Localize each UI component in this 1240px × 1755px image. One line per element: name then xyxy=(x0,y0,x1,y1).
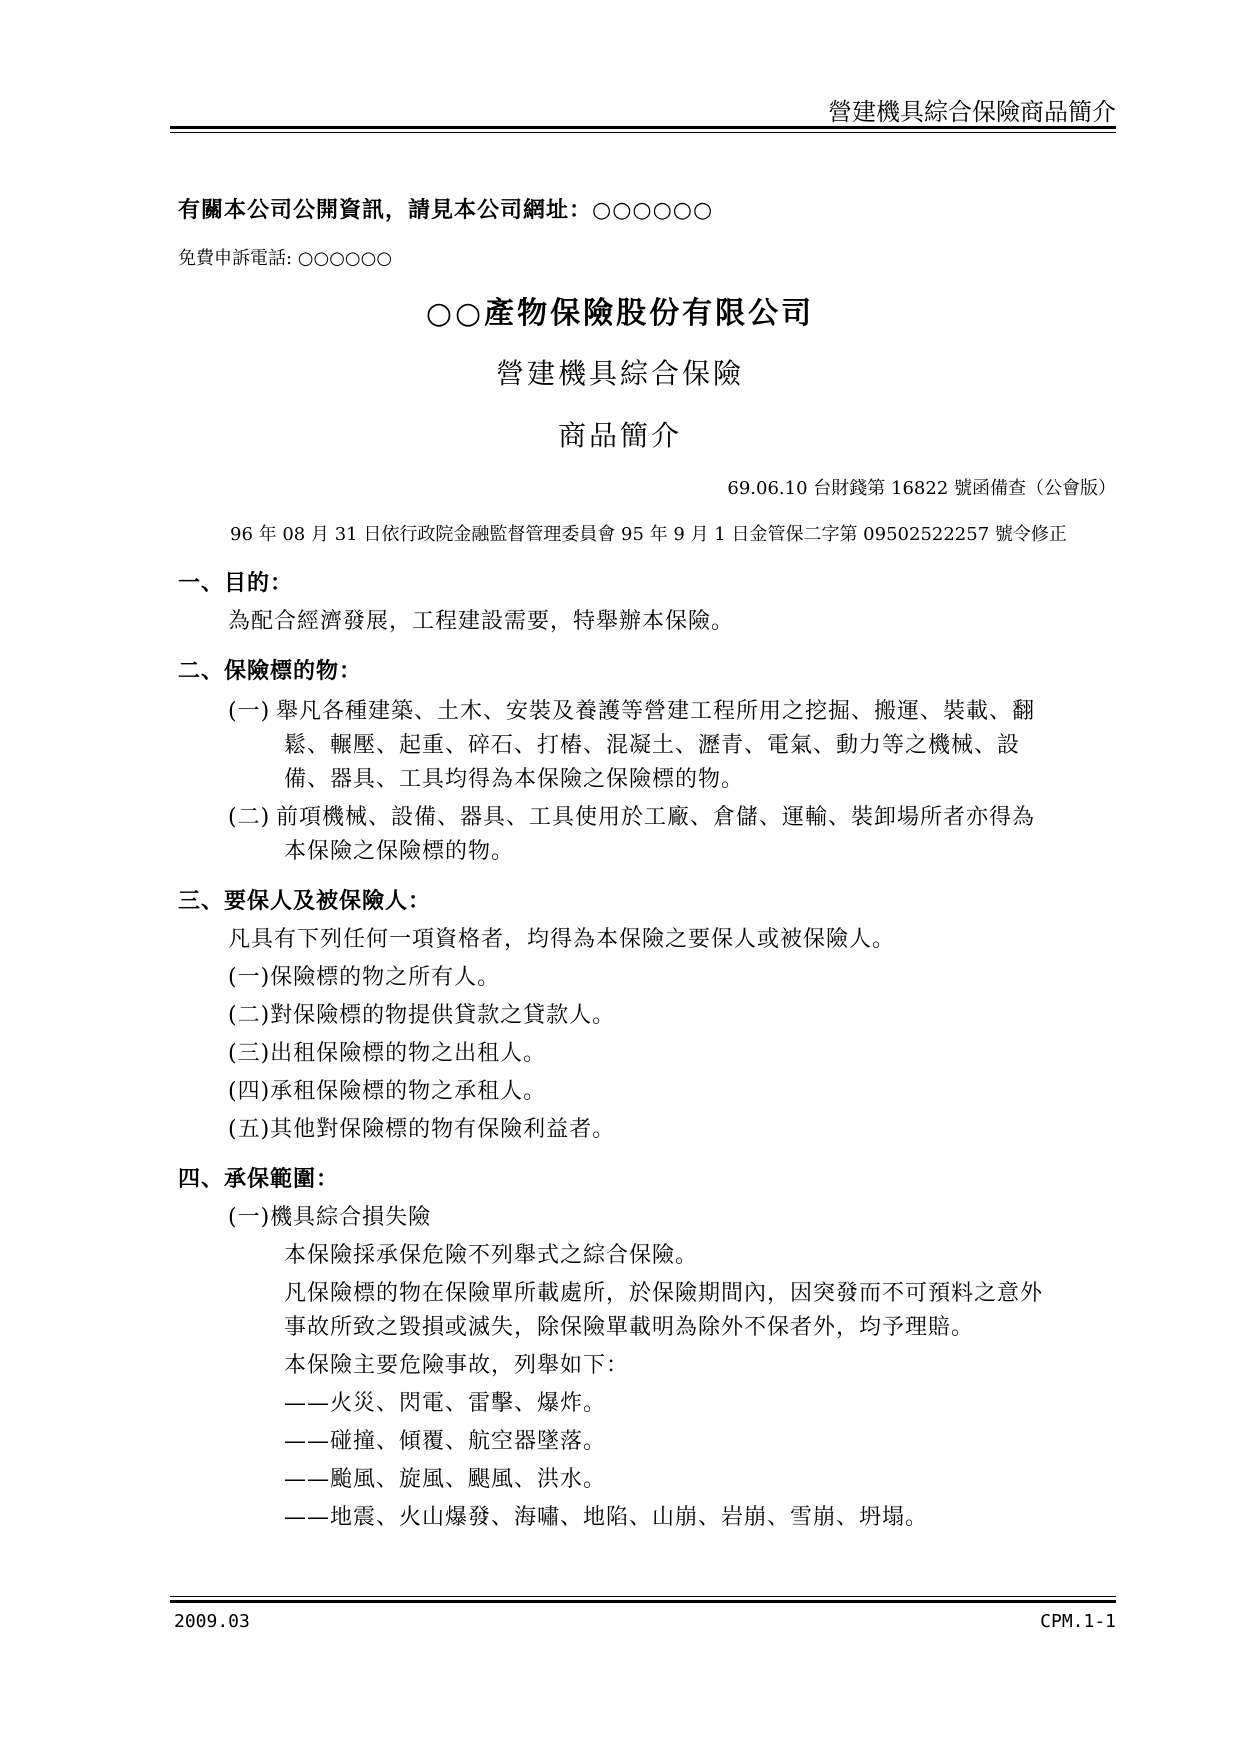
complaint-phone: 免費申訴電話: ○○○○○○ xyxy=(178,248,393,269)
section-3-item: (四)承租保險標的物之承租人。 xyxy=(228,1079,547,1104)
footer-rule-thick xyxy=(170,1600,1116,1603)
company-name: ○○產物保險股份有限公司 xyxy=(425,296,815,331)
section-1-body: 為配合經濟發展，工程建設需要，特舉辦本保險。 xyxy=(228,609,735,634)
section-3-intro: 凡具有下列任何一項資格者，均得為本保險之要保人或被保險人。 xyxy=(228,927,896,952)
section-2-item-1-line-2: 鬆、輾壓、起重、碎石、打樁、混凝土、瀝青、電氣、動力等之機械、設 xyxy=(284,733,1021,758)
header-rule-thick xyxy=(170,126,1116,129)
section-4-subheading: (一)機具綜合損失險 xyxy=(228,1205,432,1230)
header-rule-thin xyxy=(170,132,1116,133)
revision-reference: 96 年 08 月 31 日依行政院金融監督管理委員會 95 年 9 月 1 日金管保二字第 09502522257 號令修正 xyxy=(230,524,1067,545)
header-title: 營建機具綜合保險商品簡介 xyxy=(828,98,1116,126)
approval-reference: 69.06.10 台財錢第 16822 號函備查（公會版） xyxy=(727,478,1116,499)
product-name: 營建機具綜合保險 xyxy=(495,357,744,390)
section-3-item: (一)保險標的物之所有人。 xyxy=(228,965,501,990)
section-4-heading: 四、承保範圍： xyxy=(178,1166,340,1192)
section-4-paragraph-2-line-2: 事故所致之毀損或滅失，除保險單載明為除外不保者外，均予理賠。 xyxy=(284,1315,975,1340)
footer-page-number: CPM.1-1 xyxy=(1040,1611,1116,1632)
section-4-paragraph-2-line-1: 凡保險標的物在保險單所載處所，於保險期間內，因突發而不可預料之意外 xyxy=(284,1281,1044,1306)
section-3-item: (三)出租保險標的物之出租人。 xyxy=(228,1041,547,1066)
section-2-item-1-line-1: 舉凡各種建築、土木、安裝及養護等營建工程所用之挖掘、搬運、裝載、翻 xyxy=(276,699,1036,724)
section-3-item: (五)其他對保險標的物有保險利益者。 xyxy=(228,1117,616,1142)
footer-date: 2009.03 xyxy=(174,1611,250,1632)
section-4-paragraph-1: 本保險採承保危險不列舉式之綜合保險。 xyxy=(284,1243,699,1268)
section-4-paragraph-3: 本保險主要危險事故，列舉如下： xyxy=(284,1353,630,1378)
section-3-heading: 三、要保人及被保險人： xyxy=(178,888,432,914)
website-info: 有關本公司公開資訊，請見本公司網址：○○○○○○ xyxy=(178,197,714,223)
footer-rule-thin xyxy=(170,1596,1116,1597)
section-2-item-1-line-3: 備、器具、工具均得為本保險之保險標的物。 xyxy=(284,767,745,792)
section-2-item-1-number: (一) xyxy=(228,699,271,724)
risk-item: ——颱風、旋風、颶風、洪水。 xyxy=(284,1467,607,1492)
section-2-heading: 二、保險標的物： xyxy=(178,658,363,684)
risk-item: ——火災、閃電、雷擊、爆炸。 xyxy=(284,1391,607,1416)
section-1-heading: 一、目的： xyxy=(178,570,294,596)
section-2-item-2-number: (二) xyxy=(228,805,271,830)
document-type: 商品簡介 xyxy=(557,419,682,452)
risk-item: ——地震、火山爆發、海嘯、地陷、山崩、岩崩、雪崩、坍塌。 xyxy=(284,1505,929,1530)
section-2-item-2-line-2: 本保險之保險標的物。 xyxy=(284,839,515,864)
section-2-item-2-line-1: 前項機械、設備、器具、工具使用於工廠、倉儲、運輸、裝卸場所者亦得為 xyxy=(276,805,1036,830)
risk-item: ——碰撞、傾覆、航空器墜落。 xyxy=(284,1429,607,1454)
section-3-item: (二)對保險標的物提供貸款之貸款人。 xyxy=(228,1003,616,1028)
